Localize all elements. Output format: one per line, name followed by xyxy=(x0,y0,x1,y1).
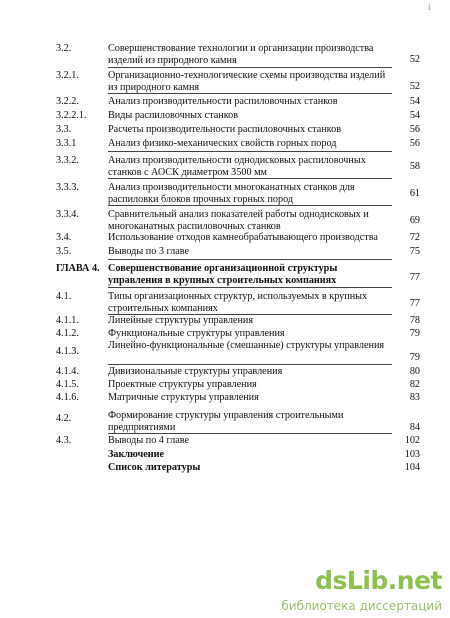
toc-title: Формирование структуры управления строительными предприятиями xyxy=(108,410,344,433)
toc-number: 3.2.1. xyxy=(56,70,79,81)
toc-title: Заключение xyxy=(108,449,164,460)
toc-title: Выводы по 4 главе xyxy=(108,435,190,446)
watermark xyxy=(264,566,450,618)
toc-divider xyxy=(108,67,392,68)
toc-divider xyxy=(108,433,392,434)
toc-page-number: 61 xyxy=(409,188,420,199)
toc-page-number: 69 xyxy=(409,215,420,226)
toc-divider xyxy=(108,287,392,288)
toc-divider xyxy=(108,178,392,179)
page-marker: i xyxy=(428,2,431,12)
toc-page-number: 79 xyxy=(409,352,420,363)
toc-number: 4.3. xyxy=(56,435,72,446)
toc-page-number: 82 xyxy=(409,379,420,390)
toc-title: Дивизиональные структуры управления xyxy=(108,366,283,377)
toc-page-number: 56 xyxy=(409,138,420,149)
toc-page-number: 83 xyxy=(409,392,420,403)
toc-page-number: 103 xyxy=(404,449,420,460)
toc-number: 3.2.2. xyxy=(56,96,79,107)
toc-number: 4.1.5. xyxy=(56,379,79,390)
toc-title: Линейные структуры управления xyxy=(108,315,254,326)
toc-page-number: 54 xyxy=(409,96,420,107)
toc-title: Список литературы xyxy=(108,462,201,473)
toc-title: Сравнительный анализ показателей работы однодисковых и многоканатных распиловочных станков xyxy=(108,209,369,232)
toc-number: 4.1. xyxy=(56,291,72,302)
toc-number: 4.1.3. xyxy=(56,346,79,357)
toc-page-number: 84 xyxy=(409,422,420,433)
toc-chapter-number: ГЛАВА 4. xyxy=(56,263,100,274)
toc-divider xyxy=(108,93,392,94)
toc-page-number: 77 xyxy=(409,272,420,283)
toc-title: Выводы по 3 главе xyxy=(108,246,190,257)
toc-page-number: 52 xyxy=(409,54,420,65)
toc-number: 3.4. xyxy=(56,232,72,243)
watermark-subtitle: библиотека диссертаций xyxy=(281,599,442,613)
toc-title: Использование отходов камнеобрабатывающего производства xyxy=(108,232,378,243)
toc-title: Анализ производительности многоканатных станков для распиловки блоков прочных горных пород xyxy=(108,182,355,205)
toc-divider xyxy=(108,364,392,365)
toc-title: Анализ физико-механических свойств горных пород xyxy=(108,138,337,149)
toc-title: Совершенствование технологии и организации производства изделий из природного камня xyxy=(108,43,374,66)
toc-page-number: 78 xyxy=(409,315,420,326)
toc-number: 4.2. xyxy=(56,413,72,424)
toc-page-number: 79 xyxy=(409,328,420,339)
toc-page-number: 56 xyxy=(409,124,420,135)
toc-number: 3.3.1 xyxy=(56,138,77,149)
toc-number: 3.3.4. xyxy=(56,209,79,220)
toc-divider xyxy=(108,151,392,152)
toc-number: 4.1.2. xyxy=(56,328,79,339)
toc-title: Типы организационных структур, используемых в крупных строительных компаниях xyxy=(108,291,368,314)
toc-title: Виды распиловочных станков xyxy=(108,110,239,121)
toc-title: Функциональные структуры управления xyxy=(108,328,285,339)
toc-page-number: 104 xyxy=(404,462,420,473)
toc-number: 3.2.2.1. xyxy=(56,110,87,121)
toc-page-number: 102 xyxy=(404,435,420,446)
toc-number: 3.5. xyxy=(56,246,72,257)
toc-title: Проектные структуры управления xyxy=(108,379,257,390)
toc-title: Анализ производительности распиловочных станков xyxy=(108,96,338,107)
toc-title: Матричные структуры управления xyxy=(108,392,259,403)
toc-page-number: 72 xyxy=(409,232,420,243)
toc-page-number: 80 xyxy=(409,366,420,377)
toc-divider xyxy=(108,205,392,206)
watermark-logo: dsLib.net xyxy=(315,566,442,595)
toc-divider xyxy=(108,259,392,260)
toc-number: 4.1.4. xyxy=(56,366,79,377)
toc-page-number: 75 xyxy=(409,246,420,257)
toc-page-number: 52 xyxy=(409,81,420,92)
toc-number: 3.3. xyxy=(56,124,72,135)
toc-number: 3.3.2. xyxy=(56,155,79,166)
toc-chapter-title: Совершенствование организационной структуры управления в крупных строительных компаниях xyxy=(108,263,338,286)
toc-title: Расчеты производительности распиловочных станков xyxy=(108,124,342,135)
toc-number: 3.2. xyxy=(56,43,72,54)
toc-number: 4.1.6. xyxy=(56,392,79,403)
toc-page-number: 54 xyxy=(409,110,420,121)
toc-page-number: 58 xyxy=(409,161,420,172)
toc-page-number: 77 xyxy=(409,298,420,309)
toc-number: 3.3.3. xyxy=(56,182,79,193)
toc-title: Анализ производительности однодисковых распиловочных станков с АОСК диаметром 3500 мм xyxy=(108,155,366,178)
toc-number: 4.1.1. xyxy=(56,315,79,326)
toc-title: Организационно-технологические схемы производства изделий из природного камня xyxy=(108,70,386,93)
toc-title: Линейно-функциональные (смешанные) структуры управления xyxy=(108,340,385,351)
